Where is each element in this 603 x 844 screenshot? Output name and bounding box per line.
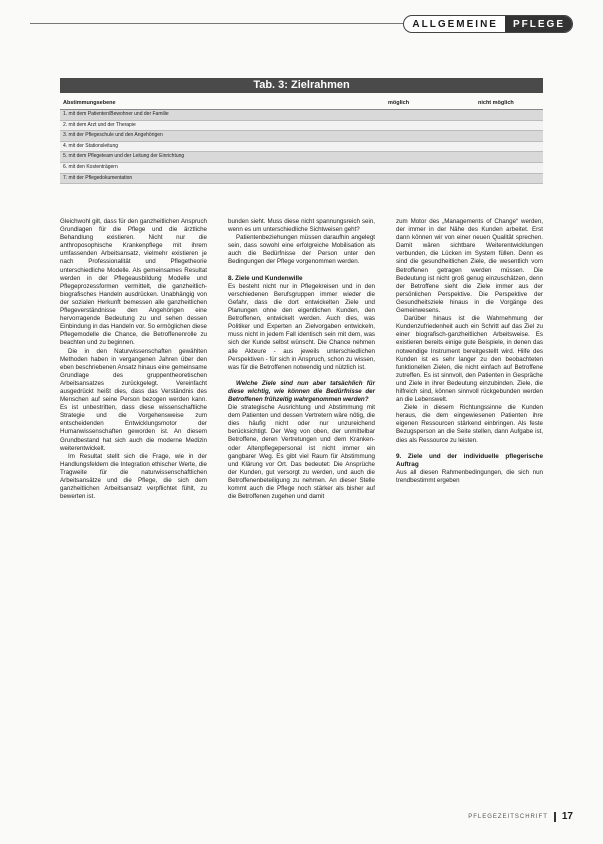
- table-cell: [388, 121, 478, 131]
- paragraph: Es besteht nicht nur in Pflegekreisen und in den verschiedenen Berufsgruppen immer wieder die Gefahr, dass die dort entwickelten Ziele und Planungen ohne den eigentlichen Kunden, den Betroffenen, entwickelt werden. Auch dies, was Politiker und Experten an Zielvorgaben entwickeln, muss nicht in jedem Fall identisch sein mit dem, was sich der Kunde selbst wünscht. Die Chance nehmen alle Akteure - aus jeweils unterschiedlichen Perspektiven - für sich in Anspruch, schon zu wissen, was für die Betroffenen notwendig und nützlich ist.: [228, 282, 375, 371]
- table-header: [60, 100, 543, 110]
- footer-divider: [554, 812, 556, 822]
- table-body: [60, 110, 543, 184]
- table-cell: [478, 174, 543, 184]
- table-cell: [388, 174, 478, 184]
- section-heading: 9. Ziele und der individuelle pflegerische Auftrag: [396, 452, 543, 468]
- table-row: [60, 174, 543, 185]
- table-cell: 7. mit der Pflegedokumentation: [63, 174, 133, 181]
- section-tag: [403, 15, 573, 33]
- paragraph: bunden sieht. Muss diese nicht spannungsreich sein, wenn es um unterschiedliche Sichtweisen geht?: [228, 218, 375, 234]
- section-tag-left: ALLGEMEINE: [412, 19, 498, 30]
- table-header-col2: möglich: [388, 100, 410, 106]
- table-cell: [478, 110, 543, 120]
- magazine-name: PFLEGEZEITSCHRIFT: [468, 813, 548, 820]
- table-title: Tab. 3: Zielrahmen: [60, 78, 543, 93]
- table-cell: 2. mit dem Arzt und der Therapie: [63, 121, 136, 128]
- table-header-col1: Abstimmungsebene: [63, 100, 116, 106]
- table-cell: 3. mit der Pflegeschule und den Angehörigen: [63, 132, 163, 139]
- section-tag-right: PFLEGE: [505, 16, 572, 32]
- highlighted-question: Welche Ziele sind nun aber tatsächlich für diese wichtig, wie können die Bedürfnisse der Betroffenen frühzeitig wahrgenommen werden?: [228, 379, 375, 403]
- table-row: [60, 152, 543, 163]
- table-row: [60, 110, 543, 121]
- paragraph: zum Motor des „Managements of Change“ werden, der immer in der Nähe des Kunden arbeitet. Erst dann können wir von einer neuen Qualität sprechen. Damit wären sichtbare Weiterentwicklungen verbunden, die Lücken im System füllen. Denn es sind die gesundheitlichen Ziele, die wesentlich vom Betroffenen getragen werden müssen. Die Bedeutung ist nicht groß genug einzuschätzen, denn der Betroffene sieht die Ziele immer aus der persönlichen Perspektive. Die Perspektive der Gesundheitsziele hinaus in die Vorgänge des Gemeinwesens.: [396, 218, 543, 315]
- table-cell: [388, 131, 478, 141]
- paragraph: Die in den Naturwissenschaften gewählten Methoden haben in vergangenen Jahren über den eben beschriebenen Ansatz hinaus eine gemeinsame Grundlage des gruppentheoretischen Arbeitsansatzes zurückgelegt. Vereinfacht ausgedrückt heißt dies, dass das Verständnis des Menschen auf seine Person bezogen werden kann. Es ist unbestritten, dass diese wissenschaftliche Strategie und die Vorgehensweise zum entscheidenden Entwicklungsmotor der Humanwissenschaften geworden ist. An diesem Grundbestand hat sich auch die moderne Medizin weiterentwickelt.: [60, 347, 207, 452]
- table-row: [60, 163, 543, 174]
- table-row: [60, 121, 543, 132]
- table-header-col3: nicht möglich: [478, 100, 514, 106]
- paragraph: Patientenbeziehungen müssen daraufhin angelegt sein, dass sowohl eine erfolgreiche Mobilisation als auch die Bedürfnisse der Person unter den Bedingungen der Pflege vorgenommen werden.: [228, 234, 375, 266]
- text-column-3: [396, 218, 543, 485]
- paragraph: Im Resultat stellt sich die Frage, wie in der Handlungsfeldern die Integration ethischer Werte, die Tragweite für die naturwissenschaftlichen Arbeitsansätze und die Pflege, die sich dem ganzheitlichen Arbeitsansatz verpflichtet fühlt, zu bewerten ist.: [60, 452, 207, 501]
- table-cell: [478, 121, 543, 131]
- table-cell: [388, 110, 478, 120]
- paragraph: Darüber hinaus ist die Wahrnehmung der Kundenzufriedenheit auch ein Schritt auf das Ziel zu einer biografisch-ganzheitlichen Arbeitsweise. Es existieren bereits einige gute Beispiele, in denen das notwendige Instrument bereitgestellt wird. Hilfe des Kunden ist es sehr langer zu den beobachteten funktionellen Zielen, die nicht einfach auf Betroffene zutreffen. Es ist sinnvoll, den Patienten in Gespräche und Ziele in ihrer Bedeutung einzubinden. Ziele, die hilfreich sind, können sinnvoll rückgebunden werden an die Lebenswelt.: [396, 315, 543, 404]
- table-cell: [478, 163, 543, 173]
- goal-table: [60, 100, 543, 184]
- paragraph: Gleichwohl gilt, dass für den ganzheitlichen Anspruch Grundlagen für die Pflege und die ärztliche Behandlung existieren. Nicht nur die anthroposophische Krankenpflege mit ihrem umfassenden Arbeitsansatz, vielmehr existieren je nach Professionalität und Pflegetheorie unterschiedliche Modelle. Als gemeinsames Resultat werden in der Pflegeausbildung Modelle und Pflegeprozessformen vermittelt, die ganzheitlich-biografisches Handeln ausdrücken. Unabhängig von der sozialen Herkunft bemessen alle ganzheitlichen Pflegeverständnisse den Angehörigen eine hervorragende Bedeutung zu und sehen dessen Einbindung in das Handeln vor. So ermöglichen diese Pflegemodelle die Chance, die Betroffenenrolle zu beachten und zu beginnen.: [60, 218, 207, 347]
- table-cell: 1. mit dem Patienten/Bewohner und der Familie: [63, 111, 169, 117]
- text-column-1: [60, 218, 207, 501]
- table-cell: [388, 163, 478, 173]
- table-cell: [388, 142, 478, 152]
- table-row: [60, 142, 543, 153]
- paragraph: Die strategische Ausrichtung und Abstimmung mit dem Patienten und dessen Vertretern wäre nötig, die dies häufig nicht oder nur unzureichend berücksichtigt. Der Weg von oben, der unmittelbar Betroffene, deren Vertretungen und dem Kranken- oder Altenpflegepersonal ist nicht immer ein gangbarer Weg. Es gibt viel Raum für Abstimmung und Klärung vor Ort. Das bedeutet: Die Ansprüche der Kunden, gut versorgt zu werden, und auch die Betroffenenbeteiligung zu nehmen. An dieser Stelle kommt auch die Pflege noch stärker als bisher auf die Betroffenen zugehen und damit: [228, 404, 375, 501]
- section-heading: 8. Ziele und Kundenwille: [228, 274, 303, 282]
- table-cell: 5. mit dem Pflegeteam und der Leitung der Einrichtung: [63, 153, 185, 160]
- text-column-2: [228, 218, 375, 501]
- table-cell: [478, 142, 543, 152]
- table-cell: [388, 152, 478, 162]
- page-footer: [468, 811, 573, 822]
- table-cell: 6. mit den Kostenträgern: [63, 163, 118, 170]
- table-row: [60, 131, 543, 142]
- paragraph: Aus all diesen Rahmenbedingungen, die sich nun trendbestimmt ergeben: [396, 469, 543, 485]
- table-cell: [478, 152, 543, 162]
- table-cell: [478, 131, 543, 141]
- table-cell: 4. mit der Stationsleitung: [63, 142, 119, 149]
- paragraph: Ziele in diesem Richtungssinne die Kunden heraus, die dem eingewiesenen Patienten ihre eigenen Ressourcen stärkend einbringen. Als feste Bezugsperson an die Seite stellen, dann Aufgabe ist, dies als Ressource zu leisten.: [396, 404, 543, 444]
- page-number: 17: [561, 811, 573, 822]
